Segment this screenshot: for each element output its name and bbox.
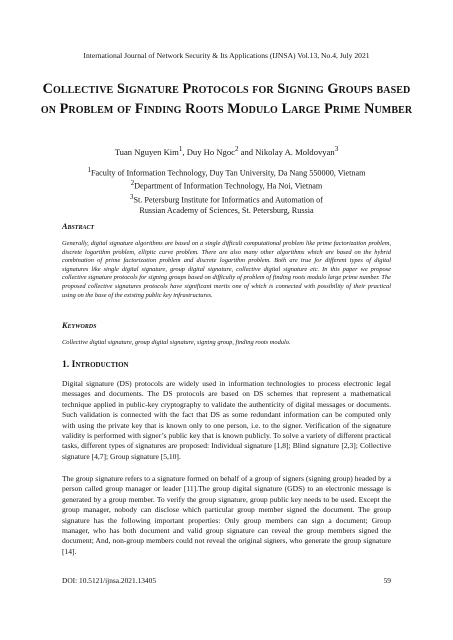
affiliation-line: $^1$Faculty of Information Technology, Duy Tan University, Da Nang 550000, Vietnam <box>87 167 366 178</box>
affiliation-line: $^3$St. Petersburg Institute for Informatics and Automation of <box>130 193 323 205</box>
affiliation-superscript: 3 <box>130 193 134 201</box>
introduction-heading: 1. Introduction <box>62 359 129 370</box>
keywords-text: Collective digital signature, group digital signature, signing group, finding roots modulo. <box>62 339 291 346</box>
introduction-paragraph: The group signature refers to a signature formed on behalf of a group of signers (signing group) headed by a person called group manager or leader [11].The group digital signature (GDS) to an electronic message is generated by a group member. To verify the group signature, group public key needs to be used. Except the group manager, nobody can disclose which particular group member signed the document. The group signature has the following important properties: Only group members can sign a document; Group manager, who has both document and valid group signature can reveal the group members signed the document; And, non-group members could not reveal the original signers, who generate the group signature [14]. <box>62 474 391 556</box>
affiliation-line: Russian Academy of Sciences, St. Petersburg, Russia <box>139 205 314 215</box>
author-name: and Nikolay A. Moldovyan <box>240 146 335 157</box>
author-superscript: 1 <box>178 145 183 153</box>
affiliation-superscript: 1 <box>87 167 91 174</box>
page-footer <box>62 576 391 585</box>
abstract-text: Generally, digital signature algorithms are based on a single difficult computational problem like prime factorization problem, discrete logarithm problem, elliptic curve problem. There are also many other algorithms which are based on the hybrid combination of prime factorization problem and discrete logarithm problem. Both are true for different types of digital signatures like single digital signature, group digital signature, collective digital signature etc. In this paper we propose collective signature protocols for signing groups based on difficulty of problem of finding roots modulo large prime number. The proposed collective signatures protocols have significant merits one of which is connected with possibility of their practical using on the base of the existing public key infrastructures. <box>62 240 391 299</box>
keywords-heading: Keywords <box>62 321 97 330</box>
affiliation-line: $^2$Department of Information Technology, Ha Noi, Vietnam <box>130 180 323 192</box>
page-number: 59 <box>383 576 391 585</box>
journal-header: International Journal of Network Security & Its Applications (IJNSA) Vol.13, No.4, July 2021 <box>83 51 370 60</box>
author-line <box>0 145 453 157</box>
paper-title: Collective Signature Protocols for Signing Groups based on Problem of Finding Roots Modulo Large Prime Number <box>40 81 413 117</box>
author-name: , Duy Ho Ngoc <box>182 146 235 157</box>
author-name: Tuan Nguyen Kim <box>114 146 179 157</box>
abstract-heading: Abstract <box>62 222 95 231</box>
affiliation-superscript: 2 <box>130 180 135 188</box>
author-superscript: 2 <box>234 145 239 153</box>
author-superscript: 3 <box>334 145 339 153</box>
introduction-paragraph: Digital signature (DS) protocols are widely used in information technologies to process electronic legal messages and documents. The DS protocols are based on DS schemes that represent a mathematical technique applied in public-key cryptography to validate the authenticity of digital messages or documents. Such validation is connected with the fact that DS as some redundant information can be computed only with using the private key that is known only to one person, i.e. to the signer. Verification of the signature validity is performed with signer’s public key that is known publicly. To solve a variety of different practical tasks, different types of signatures are proposed: Individual signature [1,8]; Blind signature [2,3]; Collective signature [4,7]; Group signature [5,10]. <box>62 379 391 461</box>
affiliations <box>0 166 453 217</box>
doi-link[interactable]: DOI: 10.5121/ijnsa.2021.13405 <box>62 576 157 585</box>
